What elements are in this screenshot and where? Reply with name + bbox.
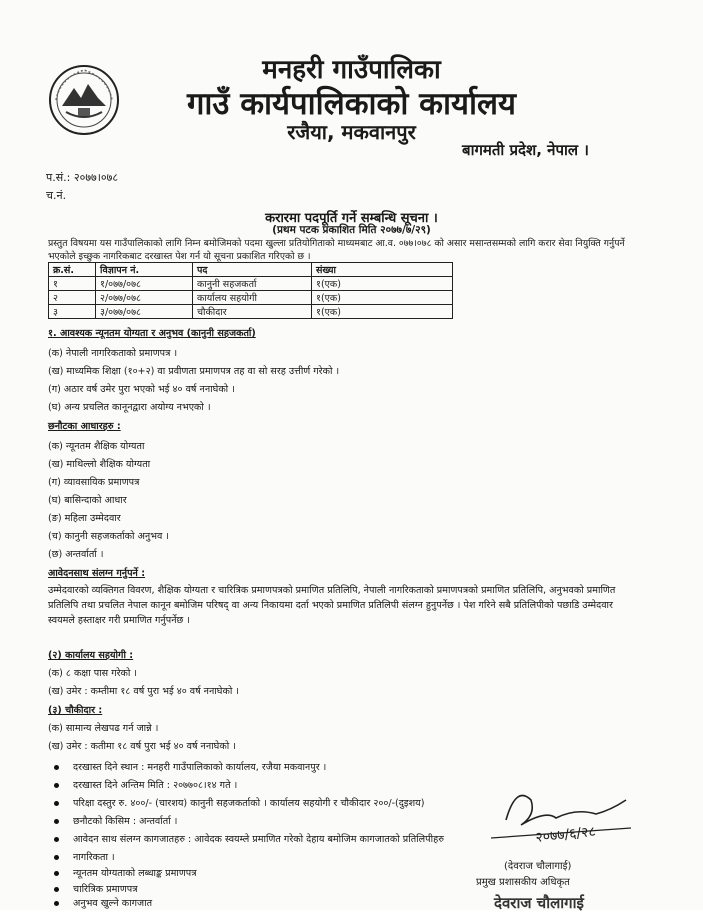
table-header: विज्ञापन नं. (96, 263, 193, 277)
bullet-text: आवेदन साथ संलग्न कागजातहरु : आवेदक स्वयम्ले प्रमाणित गरेको देहाय बमोजिम कागजातको प्रतिलिपीहरु (73, 834, 444, 845)
table-cell: १(एक) (312, 277, 453, 291)
bullet-text: छनौटको किसिम : अन्तर्वार्ता । (73, 816, 178, 827)
bullet-icon (54, 871, 59, 876)
table-cell: चौकीदार (193, 305, 312, 319)
bullet-item (54, 760, 326, 773)
list-item: (ग) अठार वर्ष उमेर पुरा भएको भई ४० वर्ष ननाघेको । (48, 384, 235, 395)
section2-heading: (२) कार्यालय सहयोगी : (48, 650, 134, 661)
bullet-item (54, 882, 138, 895)
bullet-icon (54, 819, 59, 824)
table-header: क्र.सं. (49, 263, 96, 277)
section3-heading: (३) चौकीदार : (48, 705, 103, 716)
list-item: (क) ८ कक्षा पास गरेको । (48, 668, 138, 679)
bullet-icon (54, 855, 59, 860)
table-cell: ३/०७७/०७८ (96, 305, 193, 319)
table-cell: २/०७७/०७८ (96, 291, 193, 305)
bullet-item (54, 832, 444, 845)
vacancy-table (48, 262, 453, 319)
table-row (49, 291, 453, 305)
list-item: (ख) उमेर : कम्तीमा १८ वर्ष पुरा भई ४० वर्ष ननाघेको । (48, 686, 240, 697)
table-cell: १ (49, 277, 96, 291)
bullet-text: न्यूनतम योग्यताको लब्धाङ्क प्रमाणपत्र (73, 868, 197, 879)
table-cell: कार्यालय सहयोगी (193, 291, 312, 305)
notice-subtitle: (प्रथम पटक प्रकाशित मिति २०७७/७/२९) (272, 224, 431, 236)
bullet-icon (54, 801, 59, 806)
table-cell: ३ (49, 305, 96, 319)
table-cell: १/०७७/०७८ (96, 277, 193, 291)
bullet-icon (54, 901, 59, 906)
table-header: संख्या (312, 263, 453, 277)
list-item: (ख) माथिल्लो शैक्षिक योग्यता (48, 459, 151, 470)
table-cell: १(एक) (312, 291, 453, 305)
bullet-item (54, 896, 152, 909)
bullet-text: चारित्रिक प्रमाणपत्र (73, 884, 138, 895)
bullet-icon (54, 837, 59, 842)
section1-heading: १. आवश्यक न्यूनतम योग्यता र अनुभव (कानुनी सहजकर्ता) (48, 328, 256, 339)
signatory-name: (देवराज चौलागाई) (504, 861, 572, 872)
table-header: पद (193, 263, 312, 277)
notice-intro: प्रस्तुत विषयमा यस गाउँपालिकाको लागि निम्न बमोजिमको पदमा खुल्ला प्रतियोगिताको माध्यमबाट आ.व. ०७७।०७८ को असार मसान्तसम्मको लागि करार सेवा नियुक्ति गर्नुपर्ने भएकोले इच्छुक नागरिकबाट दरखास्त पेश गर्न यो सूचना प्रकाशित गरिएको छ । (48, 238, 625, 262)
office-name: गाउँ कार्यपालिकाको कार्यालय (186, 86, 517, 122)
municipality-name: मनहरी गाउँपालिका (262, 55, 441, 85)
bullet-text: परिक्षा दस्तुर रु. ४००/- (चारशय) कानुनी सहजकर्ताको । कार्यालय सहयोगी र चौकीदार २००/-(दुइशय) (73, 798, 425, 809)
list-item: (क) न्यूनतम शैक्षिक योग्यता (48, 441, 145, 452)
signature-date: २०७७/६/२८ (534, 823, 597, 846)
dispatch-number: च.नं. (46, 189, 67, 202)
bullet-icon (54, 783, 59, 788)
name-stamp: देवराज चौलागाई (494, 894, 584, 912)
bullet-item (54, 850, 115, 863)
table-row (49, 305, 453, 319)
list-item: (ग) व्यावसायिक प्रमाणपत्र (48, 477, 140, 488)
table-cell: २ (49, 291, 96, 305)
attach-heading: आवेदनसाथ संलग्न गर्नुपर्ने : (48, 568, 146, 579)
screening-heading: छनौटका आधारहरु : (48, 421, 121, 432)
notice-title: करारमा पदपूर्ति गर्ने सम्बन्धि सूचना । (265, 211, 438, 226)
bullet-item (54, 866, 197, 879)
bullet-item (54, 814, 177, 827)
list-item: (छ) अन्तर्वार्ता । (48, 549, 104, 560)
bullet-icon (54, 765, 59, 770)
list-item: (घ) अन्य प्रचलित कानूनद्वारा अयोग्य नभएको । (48, 402, 211, 413)
table-cell: १(एक) (312, 305, 453, 319)
reference-number: प.सं.: २०७७।०७८ (46, 171, 119, 184)
list-item: (क) नेपाली नागरिकताको प्रमाणपत्र । (48, 348, 178, 359)
table-row (49, 277, 453, 291)
signature-scribble (486, 780, 636, 850)
bullet-text: दरखास्त दिने अन्तिम मिति : २०७७०८।१४ गते । (73, 780, 238, 791)
list-item: (क) सामान्य लेखपढ गर्न जान्ने । (48, 723, 159, 734)
bullet-text: दरखास्त दिने स्थान : मनहरी गाउँपालिकाको कार्यालय, रजैया मकवानपुर । (73, 762, 327, 773)
list-item: (ख) उमेर : कतीमा १८ वर्ष पुरा भई ४० वर्ष ननाघेको । (48, 741, 236, 752)
table-header-row (49, 263, 453, 277)
bullet-item (54, 778, 237, 791)
list-item: (ङ) महिला उम्मेदवार (48, 513, 121, 524)
bullet-text: नागरिकता । (73, 852, 115, 863)
signatory-role: प्रमुख प्रशासकीय अधिकृत (476, 877, 570, 888)
list-item: (घ) बासिन्दाको आधार (48, 495, 127, 506)
office-address: रजैया, मकवानपुर (287, 120, 416, 144)
table-cell: कानुनी सहजकर्ता (193, 277, 312, 291)
bullet-text: अनुभव खुल्ने कागजात (73, 898, 153, 909)
list-item: (ख) माध्यमिक शिक्षा (१०+२) वा प्रवीणता प्रमाणपत्र तह वा सो सरह उत्तीर्ण गरेको । (48, 366, 340, 377)
province-label: बागमती प्रदेश, नेपाल । (462, 141, 589, 159)
attach-paragraph: उम्मेदवारको व्यक्तिगत विवरण, शैक्षिक योग्यता र चारित्रिक प्रमाणपत्रको प्रमाणित प्रतिलिपि, नेपाली नागरिकताको प्रमाणपत्रको प्रमाणित प्रतिलिपि, अनुभवको प्रमाणित प्रतिलिपि तथा प्रचलित नेपाल कानून बमोजिम परिषद् वा अन्य निकायमा दर्ता भएको प्रमाणित प्रतिलिपी संलग्न हुनुपर्नेछ । पेश गरिने सबै प्रतिलिपीको पछाडि उम्मेदवार स्वयमले हस्ताक्षर गरी प्रमाणित गर्नुपर्नेछ । (48, 585, 616, 626)
bullet-icon (54, 887, 59, 892)
list-item: (च) कानुनी सहजकर्ताको अनुभव । (48, 531, 170, 542)
bullet-item (54, 796, 424, 809)
